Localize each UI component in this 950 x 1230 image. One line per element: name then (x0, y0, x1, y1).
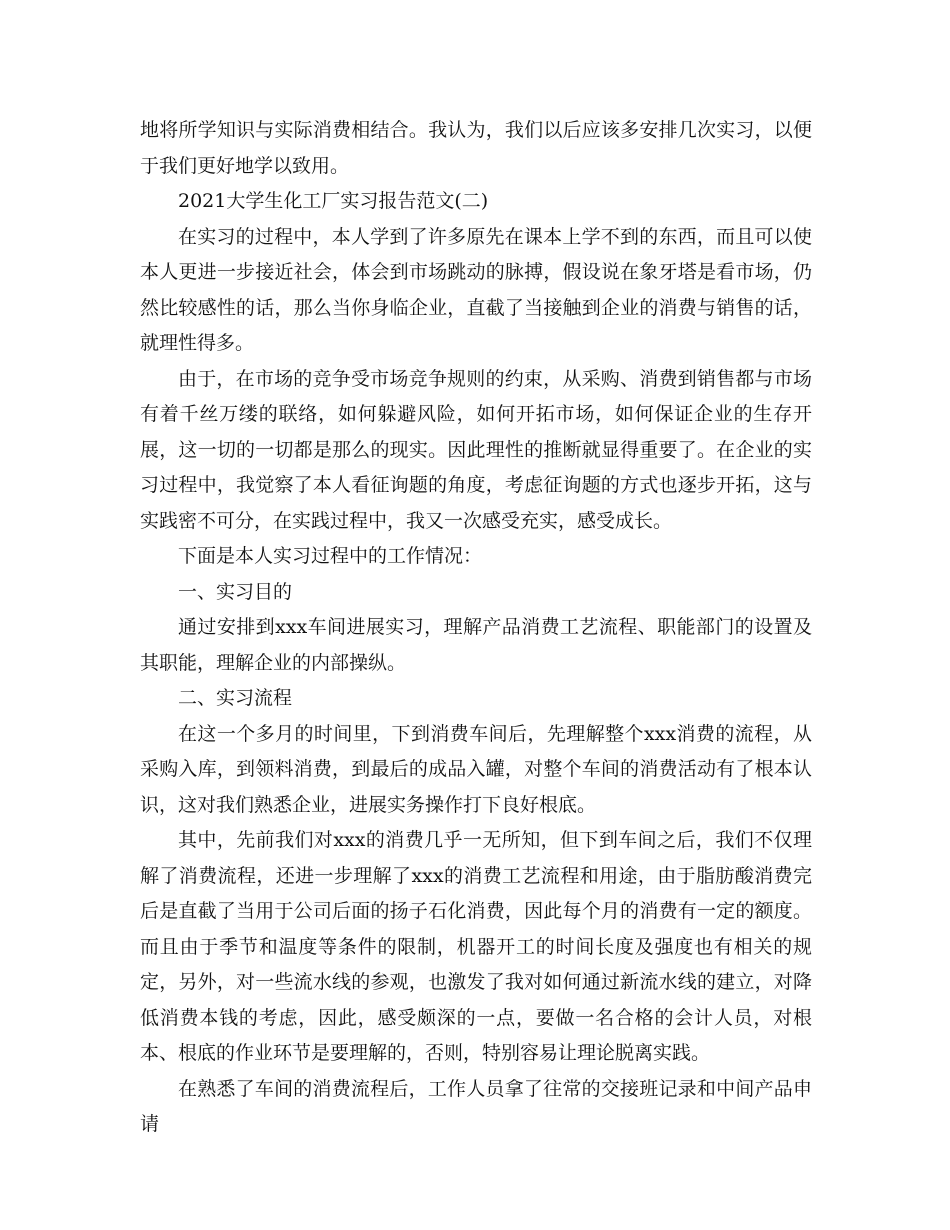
heading-purpose: 一、实习目的 (178, 580, 293, 603)
paragraph: 在实习的过程中，本人学到了许多原先在课本上学不到的东西，而且可以使本人更进一步接近社会，体会到市场跳动的脉搏，假设说在象牙塔是看市场，仍然比较感性的话，那么当你身临企业，直截了当接触到企业的消费与销售的话，就理性得多。 (140, 225, 812, 354)
paragraph: 在这一个多月的时间里，下到消费车间后，先理解整个xxx消费的流程，从采购入库，到领料消费，到最后的成品入罐，对整个车间的消费活动有了根本认识，这对我们熟悉企业，进展实务操作打下良好根底。 (140, 722, 812, 816)
paragraph: 由于，在市场的竞争受市场竞争规则的约束，从采购、消费到销售都与市场有着千丝万缕的联络，如何躲避风险，如何开拓市场，如何保证企业的生存开展，这一切的一切都是那么的现实。因此理性的推断就显得重要了。在企业的实习过程中，我觉察了本人看征询题的角度，考虑征询题的方式也逐步开拓，这与实践密不可分，在实践过程中，我又一次感受充实，感受成长。 (140, 367, 812, 532)
document-body (140, 113, 812, 1143)
paragraph: 在熟悉了车间的消费流程后，工作人员拿了往常的交接班记录和中间产品申请 (140, 1077, 812, 1135)
paragraph-continuation: 地将所学知识与实际消费相结合。我认为，我们以后应该多安排几次实习，以便于我们更好地学以致用。 (140, 119, 812, 177)
paragraph: 其中，先前我们对xxx的消费几乎一无所知，但下到车间之后，我们不仅理解了消费流程，还进一步理解了xxx的消费工艺流程和用途，由于脂肪酸消费完后是直截了当用于公司后面的扬子石化消费，因此每个月的消费有一定的额度。而且由于季节和温度等条件的限制，机器开工的时间长度及强度也有相关的规定，另外，对一些流水线的参观，也激发了我对如何通过新流水线的建立，对降低消费本钱的考虑，因此，感受颇深的一点，要做一名合格的会计人员，对根本、根底的作业环节是要理解的，否则，特别容易让理论脱离实践。 (140, 829, 812, 1064)
paragraph: 下面是本人实习过程中的工作情况： (178, 545, 483, 567)
paragraph: 通过安排到xxx车间进展实习，理解产品消费工艺流程、职能部门的设置及其职能，理解企业的内部操纵。 (140, 616, 812, 674)
heading-process: 二、实习流程 (178, 687, 293, 709)
section-title: 2021大学生化工厂实习报告范文(二) (178, 190, 489, 212)
